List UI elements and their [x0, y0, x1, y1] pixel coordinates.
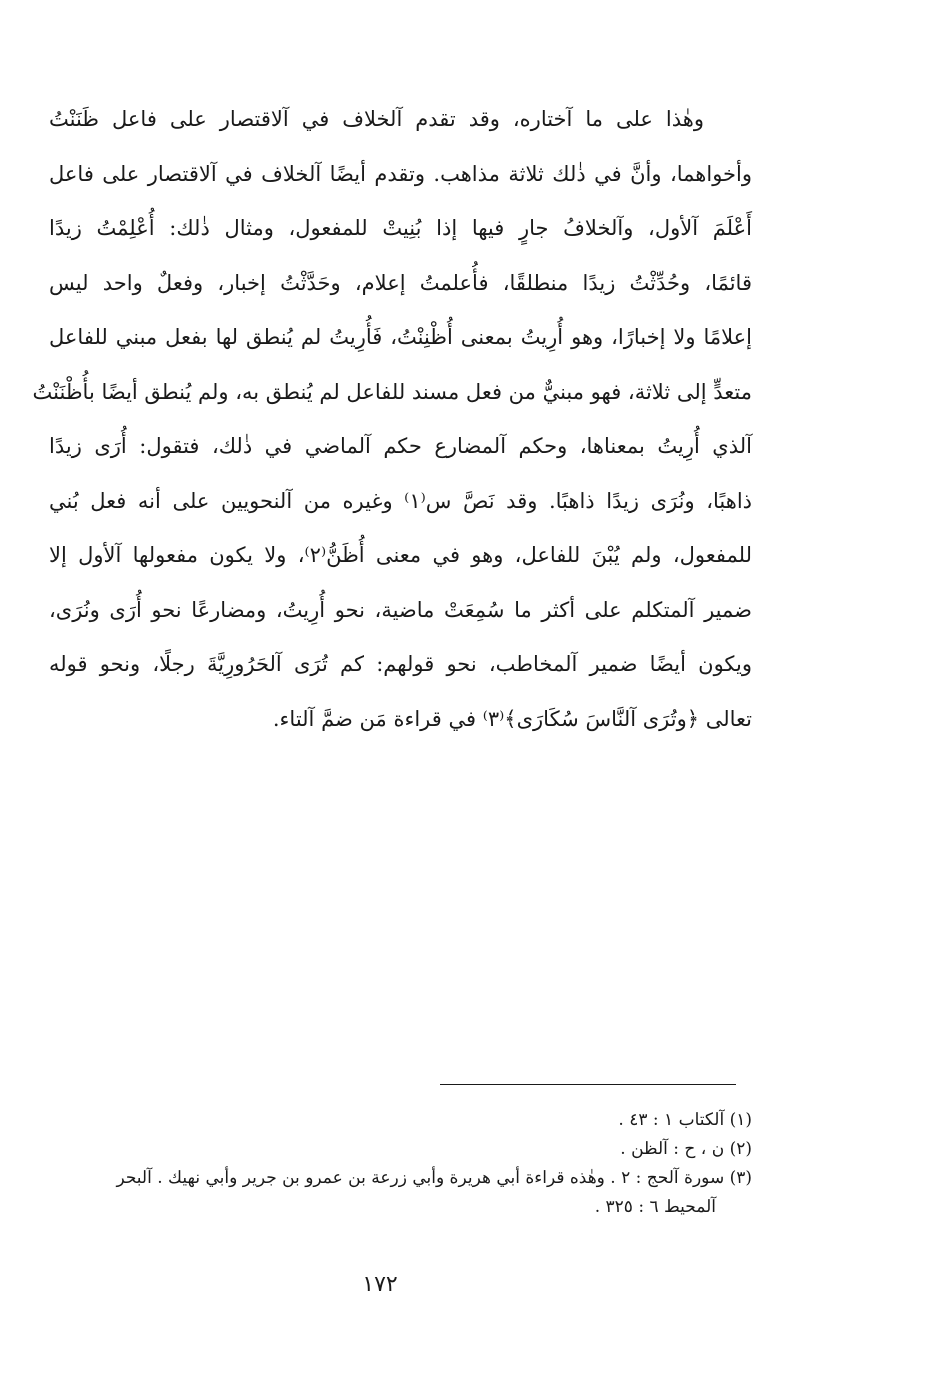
text-line: أَعْلَمَ آلأول، وآلخلافُ جارٍ فيها إذا بُنِيتْ للمفعول، ومثال ذٰلك: أُعْلِمْتُ زيدًا	[49, 216, 752, 240]
text-line: آلذي أُرِيتُ بمعناها، وحكم آلمضارع حكم آلماضي في ذٰلك، فتقول: أُرَى زيدًا	[49, 434, 752, 458]
text-line: متعدٍّ إلى ثلاثة، فهو مبنيٌّ من فعل مسند للفاعل لم يُنطق به، ولم يُنطق أيضًا بأُظْنَنْتُ	[32, 379, 752, 404]
text-line: للمفعول، ولم يُبْنَ للفاعل، وهو في معنى أُظَنُّ⁽٢⁾، ولا يكون مفعولها آلأول إلا	[49, 543, 752, 567]
text-line: قائمًا، وحُدِّثْتُ زيدًا منطلقًا، فأُعلمتُ إعلام، وحَدَّثْتُ إخبار، وفعلٌ واحد ليس	[49, 270, 752, 295]
text-line: ذاهبًا، ونُرَى زيدًا ذاهبًا. وقد نَصَّ س⁽١⁾ وغيره من آلنحويين على أنه فعل بُني	[49, 488, 753, 513]
footnote-1: (١) آلكتاب ١ : ٤٣ .	[618, 1110, 752, 1130]
footnote-3: (٣) سورة آلحج : ٢ . وهٰذه قراءة أبي هريرة وأبي زرعة بن عمرو بن جرير وأبي نهيك . آلبحر	[116, 1168, 752, 1188]
footnote-divider	[440, 1084, 736, 1085]
text-line: إعلامًا ولا إخبارًا، وهو أُرِيتُ بمعنى أُظْنِنْتُ، فَأُرِيتُ لم يُنطق لها بفعل مبني للفاعل	[49, 325, 752, 349]
main-text	[32, 92, 753, 746]
text-line: ضمير آلمتكلم على أكثر ما سُمِعَتْ ماضية، نحو أُرِيتُ، ومضارعًا نحو أُرَى ونُرَى،	[49, 597, 752, 622]
footnote-3-continuation: آلمحيط ٦ : ٣٢٥ .	[594, 1197, 716, 1217]
text-line: وهٰذا على ما آختاره، وقد تقدم آلخلاف في آلاقتصار على فاعل ظَنَنْتُ	[49, 107, 704, 131]
footnotes	[32, 1106, 752, 1222]
page-number: ١٧٢	[362, 1272, 398, 1297]
footnote-2: (٢) ن ، ح : آلظن .	[620, 1139, 752, 1159]
text-line: ويكون أيضًا ضمير آلمخاطب، نحو قولهم: كم تُرَى آلحَرُورِيَّةَ رجلًا، ونحو قوله	[49, 652, 752, 676]
text-line: تعالى ﴿وتُرَى آلنَّاسَ سُكَارَى﴾⁽٣⁾ في قراءة مَن ضمَّ آلتاء.	[272, 706, 752, 731]
text-line: وأخواهما، وأنَّ في ذٰلك ثلاثة مذاهب. وتقدم أيضًا آلخلاف في آلاقتصار على فاعل	[49, 161, 752, 186]
